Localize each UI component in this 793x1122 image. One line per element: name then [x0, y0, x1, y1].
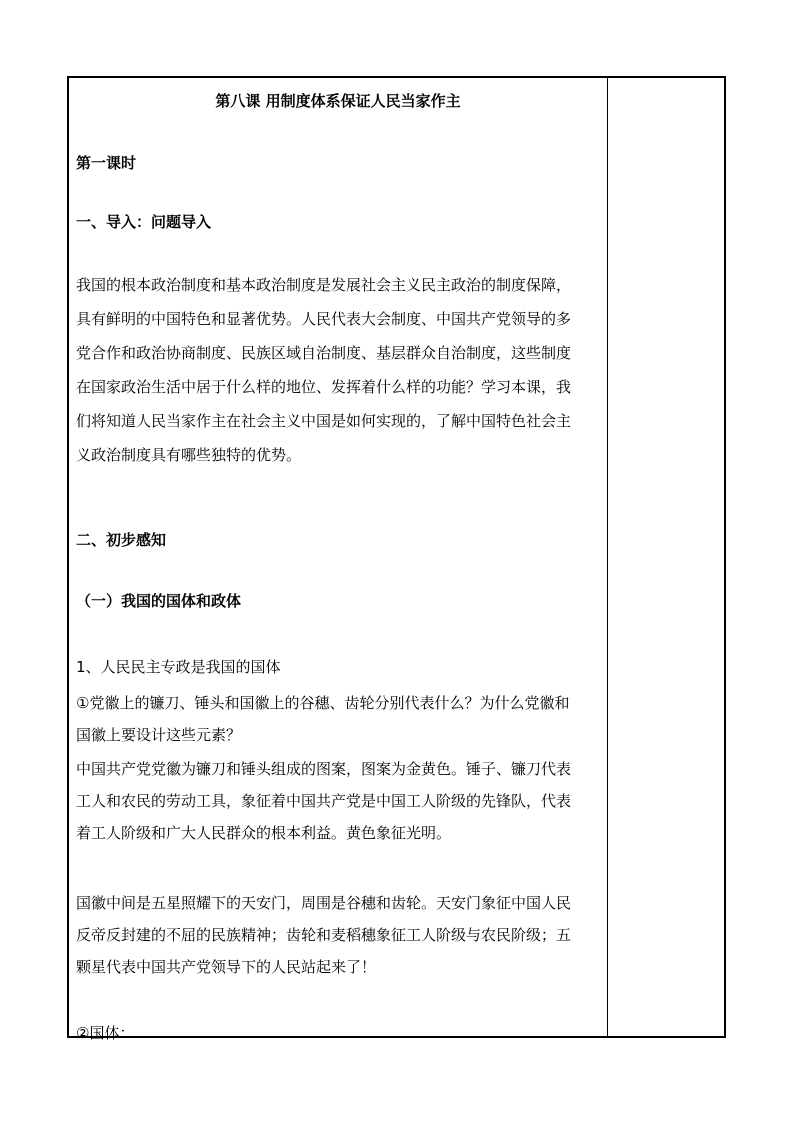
intro-line: 我国的根本政治制度和基本政治制度是发展社会主义民主政治的制度保障， — [76, 276, 572, 294]
answer-line: 工人和农民的劳动工具，象征着中国共产党是中国工人阶级的先锋队，代表 — [76, 792, 572, 810]
intro-line: 们将知道人民当家作主在社会主义中国是如何实现的，了解中国特色社会主 — [76, 412, 572, 430]
answer-line: 国徽中间是五星照耀下的天安门，周围是谷穗和齿轮。天安门象征中国人民 — [76, 894, 572, 912]
intro-paragraph — [76, 268, 600, 472]
question-line: 国徽上要设计这些元素？ — [76, 726, 242, 744]
point-heading: 1、人民民主专政是我国的国体 — [76, 658, 281, 676]
section-heading-perception: 二、初步感知 — [76, 531, 167, 549]
party-emblem-paragraph — [76, 753, 600, 849]
answer-line: 颗星代表中国共产党领导下的人民站起来了！ — [76, 958, 377, 976]
national-emblem-paragraph — [76, 887, 600, 983]
intro-line: 在国家政治生活中居于什么样的地位、发挥着什么样的功能？学习本课，我 — [76, 378, 572, 396]
question-line: ①党徽上的镰刀、锤头和国徽上的谷穗、齿轮分别代表什么？为什么党徽和 — [76, 694, 570, 712]
answer-line: 反帝反封建的不屈的民族精神；齿轮和麦稻穗象征工人阶级与农民阶级；五 — [76, 926, 572, 944]
lesson-period: 第一课时 — [76, 154, 137, 172]
intro-line: 义政治制度具有哪些独特的优势。 — [76, 446, 302, 464]
intro-line: 具有鲜明的中国特色和显著优势。人民代表大会制度、中国共产党领导的多 — [76, 310, 572, 328]
point-heading: ②国体： — [76, 1024, 135, 1042]
question-paragraph — [76, 687, 600, 751]
answer-line: 着工人阶级和广大人民群众的根本利益。黄色象征光明。 — [76, 824, 452, 842]
subsection-heading: （一）我国的国体和政体 — [76, 592, 242, 610]
section-heading-intro: 一、导入：问题导入 — [76, 213, 212, 231]
lesson-title: 第八课 用制度体系保证人民当家作主 — [215, 92, 461, 110]
notes-column — [607, 76, 726, 1038]
answer-line: 中国共产党党徽为镰刀和锤头组成的图案，图案为金黄色。锤子、镰刀代表 — [76, 760, 572, 778]
intro-line: 党合作和政治协商制度、民族区域自治制度、基层群众自治制度，这些制度 — [76, 344, 572, 362]
